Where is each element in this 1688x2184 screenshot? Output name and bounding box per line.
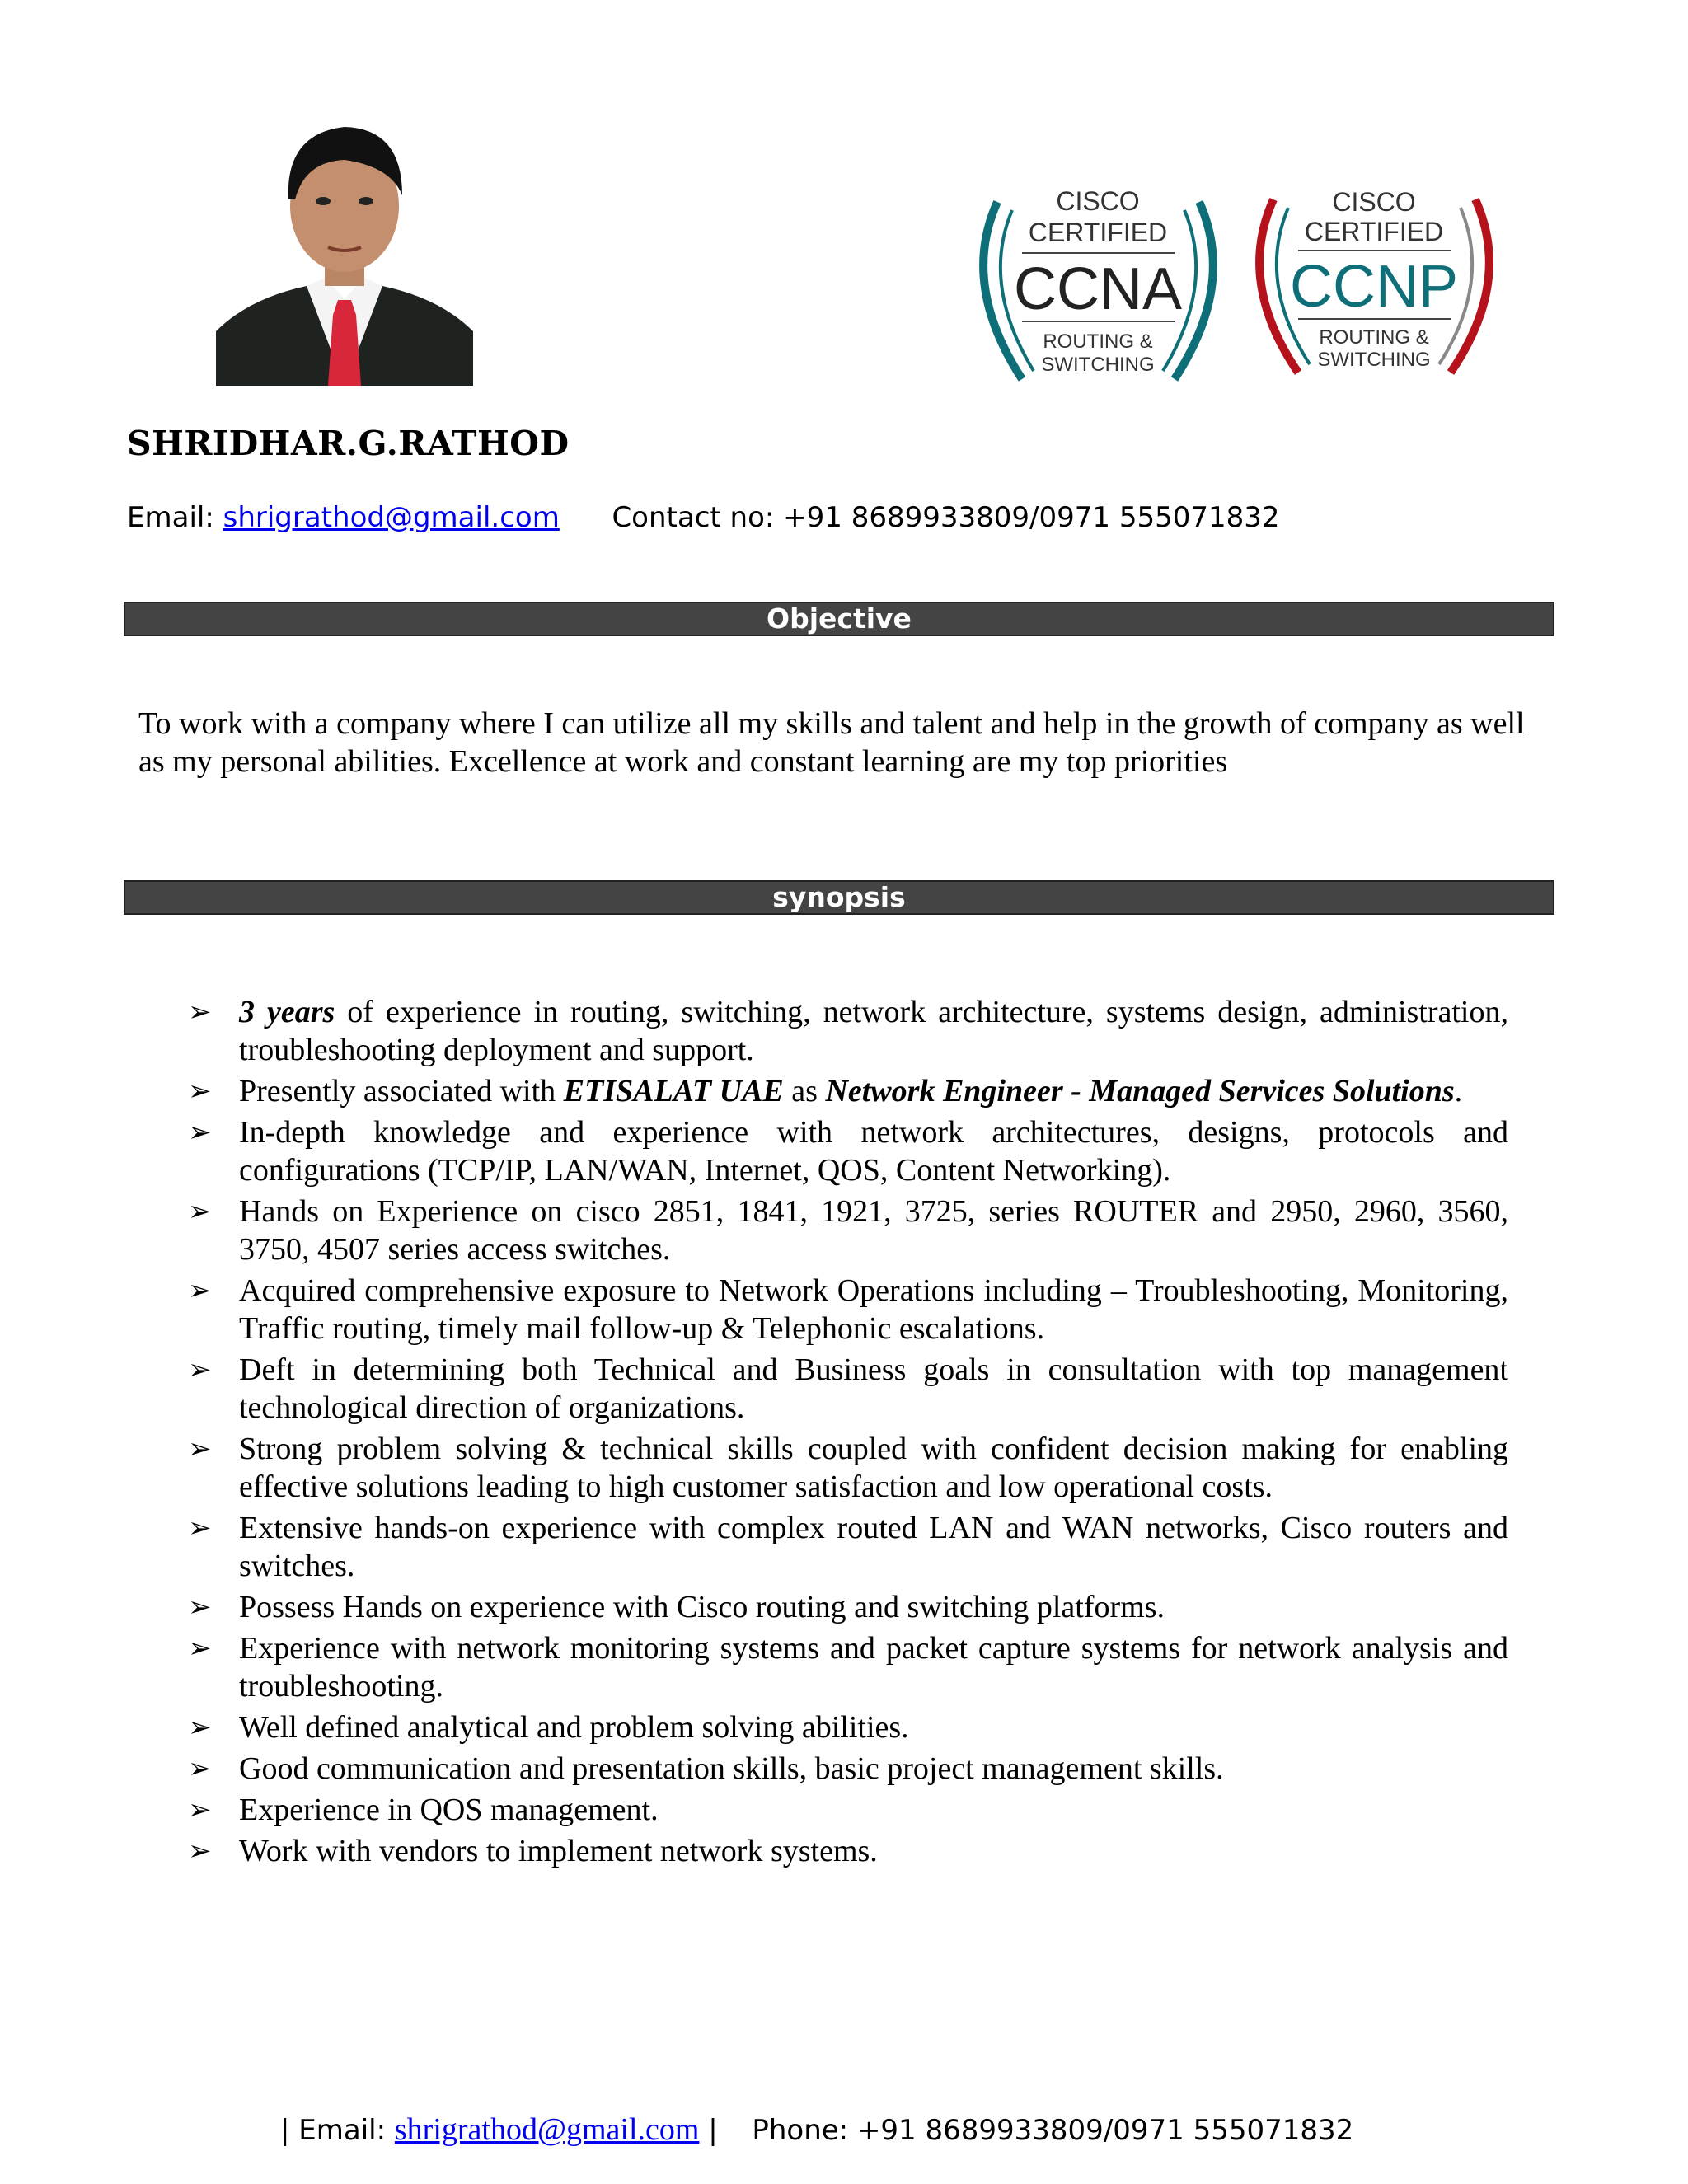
footer-phone-label: Phone: [752, 2114, 849, 2147]
synopsis-item-text: Possess Hands on experience with Cisco routing and switching platforms. [239, 1590, 1165, 1624]
synopsis-item [188, 1629, 1508, 1705]
synopsis-item-text: Good communication and presentation skills, basic project management skills. [239, 1751, 1224, 1786]
footer-email-label: Email: [298, 2114, 387, 2147]
bullet-arrow-icon: ➢ [188, 1274, 212, 1307]
job-title: Network Engineer - Managed Services Solutions [825, 1074, 1455, 1108]
contact-label: Contact no: [612, 501, 775, 534]
synopsis-item [188, 1832, 1508, 1870]
synopsis-item [188, 1072, 1508, 1110]
bullet-arrow-icon: ➢ [188, 1075, 212, 1108]
synopsis-item-text: Deft in determining both Technical and Business goals in consultation with top management technological direction of organizations. [239, 1352, 1508, 1425]
synopsis-item [188, 1272, 1508, 1347]
ccnp-routing-text: ROUTING & [1319, 326, 1429, 349]
synopsis-item [188, 1430, 1508, 1506]
synopsis-list [188, 993, 1508, 1873]
bullet-arrow-icon: ➢ [188, 1432, 212, 1465]
footer-separator: | [708, 2114, 718, 2147]
contact-number: +91 8689933809/0971 555071832 [783, 501, 1280, 534]
page-footer [280, 2111, 1353, 2148]
synopsis-item-text: of experience in routing, switching, network architecture, systems design, administration, troubleshooting deployment and support. [239, 995, 1508, 1067]
bullet-arrow-icon: ➢ [188, 996, 212, 1029]
email-label: Email: [127, 501, 214, 534]
ccna-cert-text: CCNA [1013, 256, 1183, 322]
synopsis-item [188, 1509, 1508, 1585]
ccna-cisco-text: CISCO [1056, 186, 1140, 216]
bullet-arrow-icon: ➢ [188, 1116, 212, 1149]
synopsis-item [188, 1750, 1508, 1788]
synopsis-item [188, 993, 1508, 1069]
email-link[interactable]: shrigrathod@gmail.com [223, 501, 560, 534]
objective-text: To work with a company where I can utilize all my skills and talent and help in the growth of company as well as my personal abilities. Excellence at work and constant learning are my top priorities [138, 706, 1525, 779]
synopsis-item [188, 1113, 1508, 1189]
synopsis-item-text: Hands on Experience on cisco 2851, 1841, 1921, 3725, series ROUTER and 2950, 2960, 3560, 3750, 4507 series access switches. [239, 1194, 1508, 1267]
bullet-arrow-icon: ➢ [188, 1793, 212, 1826]
ccnp-certified-text: CERTIFIED [1304, 217, 1444, 246]
contact-line [127, 501, 1280, 534]
ccna-badge-logo [964, 177, 1232, 391]
bullet-arrow-icon: ➢ [188, 1591, 212, 1624]
ccnp-cert-text: CCNP [1289, 254, 1459, 320]
candidate-name: SHRIDHAR.G.RATHOD [127, 424, 570, 463]
footer-phone: +91 8689933809/0971 555071832 [856, 2114, 1354, 2147]
ccnp-switching-text: SWITCHING [1317, 349, 1431, 371]
synopsis-item [188, 1791, 1508, 1829]
bullet-arrow-icon: ➢ [188, 1835, 212, 1868]
ccna-routing-text: ROUTING & [1043, 330, 1153, 353]
bullet-arrow-icon: ➢ [188, 1353, 212, 1386]
bullet-arrow-icon: ➢ [188, 1752, 212, 1785]
footer-email-link[interactable]: shrigrathod@gmail.com [394, 2112, 700, 2147]
experience-years: 3 years [239, 995, 335, 1029]
synopsis-item-text: Well defined analytical and problem solving abilities. [239, 1710, 909, 1745]
synopsis-item-text: as [783, 1074, 826, 1108]
synopsis-item-text: In-depth knowledge and experience with network architectures, designs, protocols and configurations (TCP/IP, LAN/WAN, Internet, QOS, Content Networking). [239, 1115, 1508, 1188]
synopsis-item-text: Extensive hands-on experience with complex routed LAN and WAN networks, Cisco routers and switches. [239, 1511, 1508, 1583]
synopsis-item-text: Acquired comprehensive exposure to Network Operations including – Troubleshooting, Monitoring, Traffic routing, timely mail follow-up & Telephonic escalations. [239, 1273, 1508, 1346]
bullet-arrow-icon: ➢ [188, 1632, 212, 1665]
ccnp-badge-logo [1240, 175, 1508, 389]
footer-separator: | [280, 2114, 290, 2147]
synopsis-item [188, 1193, 1508, 1268]
synopsis-item-text: Work with vendors to implement network systems. [239, 1834, 878, 1868]
synopsis-item [188, 1588, 1508, 1626]
synopsis-item [188, 1708, 1508, 1746]
profile-photo [216, 109, 473, 386]
synopsis-section-header: synopsis [124, 880, 1554, 915]
synopsis-item-text: . [1454, 1074, 1463, 1108]
bullet-arrow-icon: ➢ [188, 1711, 212, 1744]
employer-name: ETISALAT UAE [563, 1074, 784, 1108]
ccna-switching-text: SWITCHING [1041, 354, 1155, 376]
synopsis-item-text: Experience with network monitoring systems and packet capture systems for network analysis and troubleshooting. [239, 1631, 1508, 1704]
synopsis-item-text: Strong problem solving & technical skills coupled with confident decision making for enabling effective solutions leading to high customer satisfaction and low operational costs. [239, 1432, 1508, 1504]
bullet-arrow-icon: ➢ [188, 1195, 212, 1228]
synopsis-item-text: Presently associated with [239, 1074, 564, 1108]
synopsis-item [188, 1351, 1508, 1427]
objective-section-header: Objective [124, 602, 1554, 636]
ccnp-cisco-text: CISCO [1332, 187, 1416, 217]
ccna-certified-text: CERTIFIED [1028, 218, 1168, 247]
synopsis-item-text: Experience in QOS management. [239, 1793, 659, 1827]
bullet-arrow-icon: ➢ [188, 1511, 212, 1544]
